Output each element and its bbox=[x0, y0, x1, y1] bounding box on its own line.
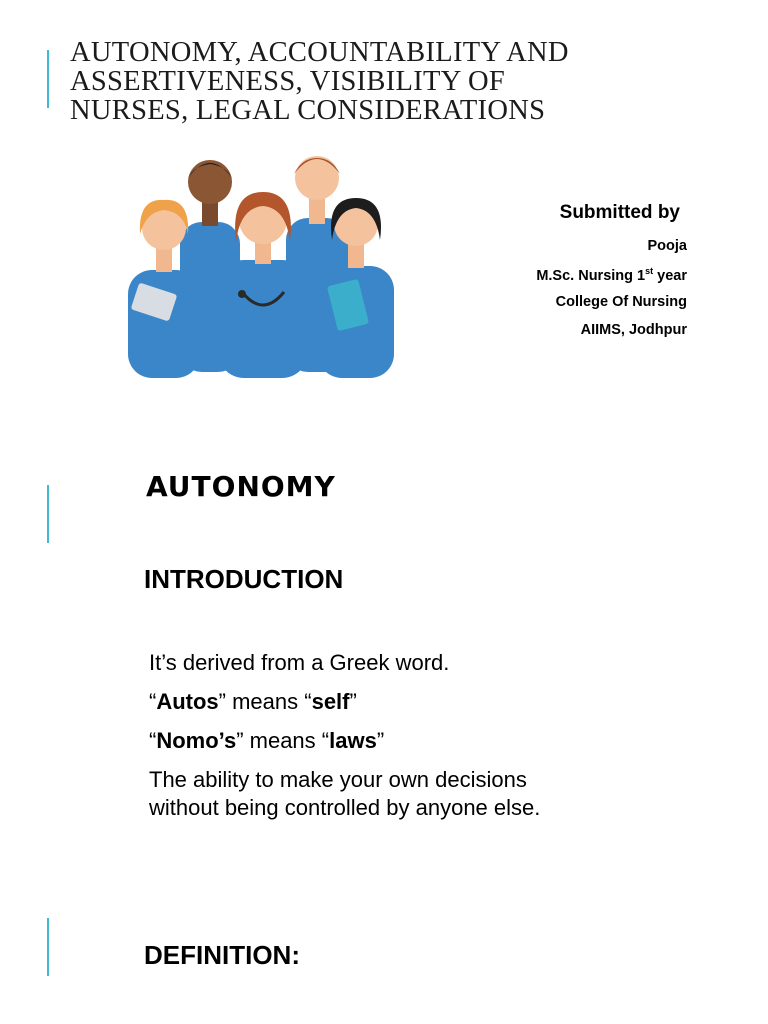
word-meaning: laws bbox=[329, 728, 377, 753]
course-text-tail: year bbox=[653, 267, 687, 284]
title-line: NURSES, LEGAL CONSIDERATIONS bbox=[70, 95, 546, 126]
title-line: AUTONOMY, ACCOUNTABILITY AND bbox=[70, 37, 569, 68]
means-text: ” means “ bbox=[236, 728, 330, 753]
slide-accent-bar bbox=[47, 918, 49, 976]
author-college: College Of Nursing bbox=[555, 294, 687, 310]
title-line: ASSERTIVENESS, VISIBILITY OF bbox=[70, 66, 506, 97]
quote: ” bbox=[376, 728, 385, 753]
greek-word: Nomo’s bbox=[156, 728, 237, 753]
greek-word: Autos bbox=[156, 689, 219, 714]
nurse-front-middle bbox=[218, 192, 308, 378]
definition-text-line: without being controlled by anyone else. bbox=[149, 795, 541, 820]
author-institute: AIIMS, Jodhpur bbox=[580, 322, 687, 338]
slide-title bbox=[70, 38, 710, 125]
word-meaning: self bbox=[311, 689, 350, 714]
slide-accent-bar bbox=[47, 50, 49, 108]
submitted-by-label: Submitted by bbox=[559, 202, 680, 223]
nomos-line bbox=[149, 728, 384, 754]
author-course bbox=[536, 266, 687, 284]
course-superscript: st bbox=[645, 266, 654, 276]
autos-line bbox=[149, 689, 357, 715]
autonomy-heading: AUTONOMY bbox=[146, 470, 336, 503]
intro-line: It’s derived from a Greek word. bbox=[149, 650, 450, 675]
course-text: M.Sc. Nursing 1 bbox=[536, 267, 646, 284]
slide-accent-bar bbox=[47, 485, 49, 543]
definition-heading: DEFINITION: bbox=[144, 940, 300, 970]
author-name: Pooja bbox=[647, 238, 687, 254]
definition-text-line: The ability to make your own decisions bbox=[149, 767, 527, 792]
quote: “ bbox=[149, 689, 157, 714]
means-text: ” means “ bbox=[218, 689, 312, 714]
quote: ” bbox=[349, 689, 357, 714]
quote: “ bbox=[149, 728, 157, 753]
nurses-illustration bbox=[118, 142, 408, 382]
introduction-heading: INTRODUCTION bbox=[144, 564, 344, 594]
